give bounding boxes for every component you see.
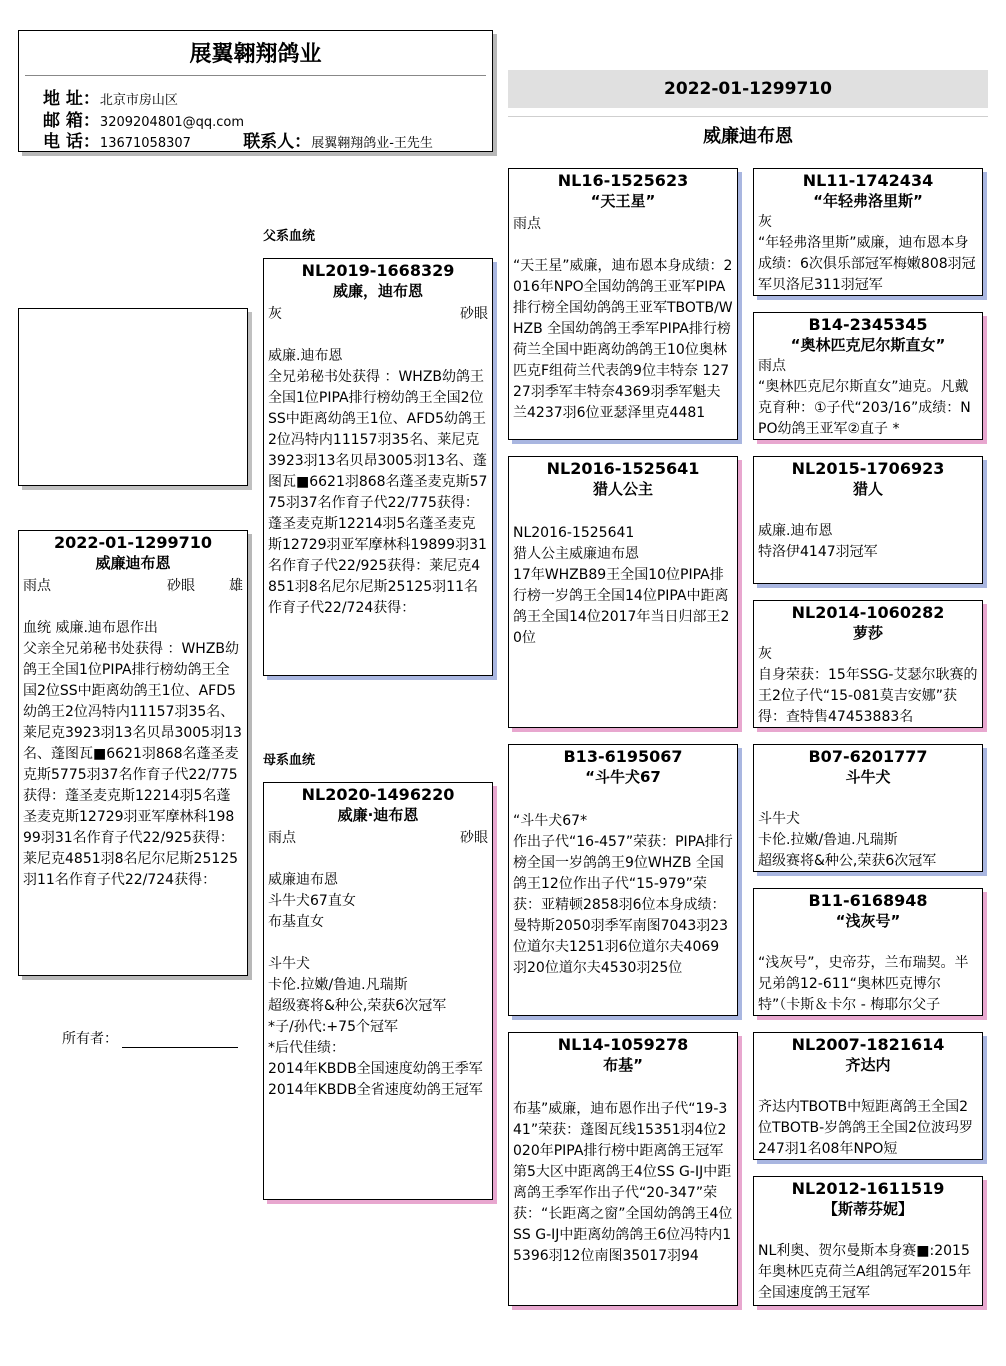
great-grandparent-color <box>754 1220 982 1241</box>
subject-sex: 雄 <box>229 578 243 594</box>
great-grandparent-card <box>753 1176 983 1306</box>
contact-label: 联系人： <box>243 132 312 152</box>
top-ring-bar: 2022-01-1299710 <box>508 70 988 108</box>
great-grandparent-name: “年轻弗洛里斯” <box>813 192 923 210</box>
great-grandparent-card <box>753 168 983 296</box>
great-grandparent-ring: NL2012-1611519 <box>791 1179 945 1198</box>
grandparent-ring: NL2016-1525641 <box>546 459 700 478</box>
grandparent-card <box>508 744 738 1016</box>
great-grandparent-name: 猎人 <box>852 480 883 498</box>
owner-blank-line <box>122 1033 238 1048</box>
dam-eye: 砂眼 <box>460 830 488 846</box>
dam-color: 雨点 <box>268 830 296 846</box>
grandparent-meta <box>509 214 737 235</box>
great-grandparent-description: “浅灰号”，史帝芬，兰布瑞契。半兄弟鸽12-611“奥林匹克博尔特”（卡斯＆卡尔 - 梅耶尔父子 <box>758 955 969 1013</box>
owner-label: 所有者： <box>62 1031 118 1047</box>
sire-description: 威廉.迪布恩 全兄弟秘书处获得 ：WHZB幼鸽王全国1位PIPA排行榜幼鸽王全国2位SS中距离幼鸽王1位、AFD5幼鸽王2位冯特内11157羽35名、莱尼克3923羽13名贝昂3005羽13名、蓬图瓦■6621羽868名蓬圣麦克斯5775羽37名作育子代22/775获得：蓬圣麦克斯12214羽5名蓬圣麦克斯12729羽亚军摩林科19899羽31名作育子代22/925获得：莱尼克4851羽8名尼尔尼斯25125羽11名作育子代22/724获得： <box>268 348 488 616</box>
contact-value: 展翼翱翔鸽业-王先生 <box>311 136 433 151</box>
sire-line-label: 父系血统 <box>263 229 316 244</box>
pigeon-photo-frame <box>18 308 248 486</box>
grandparent-description: NL2016-1525641 猎人公主威廉迪布恩 17年WHZB89王全国10位PIPA排行榜一岁鸽王全国14位PIPA中距离鸽王全国14位2017年当日归部王20位 <box>513 525 730 646</box>
great-grandparent-ring: NL11-1742434 <box>802 171 934 190</box>
great-grandparent-color <box>754 500 982 521</box>
great-grandparent-description: NL利奥、贺尔曼斯本身赛■:2015年奥林匹克荷兰A组鸽冠军2015年全国速度鸽王冠军 <box>758 1243 972 1301</box>
great-grandparent-ring: B14-2345345 <box>808 315 928 334</box>
great-grandparent-name: “奥林匹克尼尔斯直女” <box>790 336 946 354</box>
grandparent-ring: NL14-1059278 <box>557 1035 689 1054</box>
great-grandparent-name: 斗牛犬 <box>845 768 891 786</box>
subject-eye: 砂眼 <box>167 578 195 594</box>
great-grandparent-description: 斗牛犬 卡伦.拉嫩/鲁迪.凡瑞斯 超级赛将&种公,荣获6次冠军 <box>758 811 937 869</box>
grandparent-name: 猎人公主 <box>592 480 653 498</box>
dam-name: 威廉·迪布恩 <box>337 806 419 824</box>
top-subject-name: 威廉迪布恩 <box>703 126 793 147</box>
grandparent-description: “天王星”威廉，迪布恩本身成绩：2016年NPO全国幼鸽鸽王亚军PIPA排行榜全国幼鸽鸽王亚军TBOTB/WHZB 全国幼鸽鸽王季军PIPA排行榜荷兰全国中距离幼鸽鸽王10位奥林匹克F组荷兰代表鸽9位丰特奈 12727羽季军丰特奈4369羽季军魁夫兰4237羽6位亚瑟泽里克4481 <box>513 258 733 421</box>
sire-color: 灰 <box>268 306 282 322</box>
great-grandparent-name: 【斯蒂芬妮】 <box>822 1200 913 1218</box>
phone-value: 13671058307 <box>99 136 191 151</box>
great-grandparent-ring: NL2014-1060282 <box>791 603 945 622</box>
email-value: 3209204801@qq.com <box>99 115 245 130</box>
dam-description: 威廉迪布恩 斗牛犬67直女 布基直女 斗牛犬 卡伦.拉嫩/鲁迪.凡瑞斯 超级赛将&种公,荣获6次冠军 *子/孙代:+75个冠军 *后代佳绩： 2014年KBDB全国速度幼鸽王季军 2014年KBDB全省速度幼鸽王冠军 <box>268 872 483 1098</box>
subject-name: 威廉迪布恩 <box>95 554 171 572</box>
great-grandparent-description: “年轻弗洛里斯”威廉，迪布恩本身成绩：6次俱乐部冠军梅嫩808羽冠军贝洛尼311羽冠军 <box>758 235 976 293</box>
grandparent-card <box>508 1032 738 1306</box>
phone-row <box>43 127 433 152</box>
great-grandparent-color <box>754 1076 982 1097</box>
grandparent-name: “天王星” <box>590 192 656 210</box>
subject-description: 血统 威廉.迪布恩作出 父亲全兄弟秘书处获得 ：WHZB幼鸽王全国1位PIPA排行榜幼鸽王全国2位SS中距离幼鸽王1位、AFD5幼鸽王2位冯特内11157羽35名、莱尼克3923羽13名贝昂3005羽13名、蓬图瓦■6621羽868名蓬圣麦克斯5775羽37名作育子代22/775获得：蓬圣麦克斯12214羽5名蓬圣麦克斯12729羽亚军摩林科19899羽31名作育子代22/925获得：莱尼克4851羽8名尼尔尼斯25125羽11名作育子代22/724获得： <box>23 620 242 888</box>
breeder-header <box>18 30 493 152</box>
great-grandparent-card <box>753 744 983 872</box>
great-grandparent-ring: NL2015-1706923 <box>791 459 945 478</box>
great-grandparent-color: 灰 <box>758 214 772 230</box>
great-grandparent-description: 齐达内TBOTB中短距离鸽王全国2位TBOTB-岁鸽鸽王全国2位波玛罗247羽1名08年NPO短 <box>758 1099 974 1157</box>
great-grandparent-ring: B11-6168948 <box>808 891 928 910</box>
sire-meta <box>264 304 492 325</box>
great-grandparent-description: 自身荣获：15年SSG-艾瑟尔耿赛的王2位子代“15-081莫吉安娜”获得：查特售47453883名 <box>758 667 978 725</box>
great-grandparent-card <box>753 1032 983 1160</box>
great-grandparent-description: “奥林匹克尼尔斯直女”迪克。凡戴克育种：①子代“203/16”成绩：NPO幼鸽王亚军②直子 * <box>758 379 971 437</box>
grandparent-color: 雨点 <box>513 216 541 232</box>
great-grandparent-ring: NL2007-1821614 <box>791 1035 945 1054</box>
address-label: 地 址： <box>43 89 100 109</box>
grandparent-name: “斗牛犬67 <box>585 768 661 786</box>
sire-eye: 砂眼 <box>460 306 488 322</box>
sire-card <box>263 258 493 676</box>
address-value: 北京市房山区 <box>99 93 178 108</box>
grandparent-description: “斗牛犬67* 作出子代“16-457”荣获：PIPA排行榜全国一岁鸽鸽王9位WHZB 全国鸽王12位作出子代“15-979”荣获：亚精顿2858羽6位本身成绩：曼特斯2050羽季军南图7043羽23位道尔夫1251羽6位道尔夫4069羽20位道尔夫4530羽25位 <box>513 813 733 976</box>
sire-ring: NL2019-1668329 <box>301 261 455 280</box>
sire-name: 威廉，迪布恩 <box>332 282 423 300</box>
subject-ring: 2022-01-1299710 <box>53 533 212 552</box>
great-grandparent-card <box>753 888 983 1016</box>
great-grandparent-color <box>754 932 982 953</box>
great-grandparent-ring: B07-6201777 <box>808 747 928 766</box>
great-grandparent-description: 威廉.迪布恩 特洛伊4147羽冠军 <box>758 523 878 560</box>
great-grandparent-name: 齐达内 <box>845 1056 891 1074</box>
grandparent-card <box>508 456 738 728</box>
phone-label: 电 话： <box>43 132 100 152</box>
great-grandparent-card <box>753 312 983 440</box>
dam-card <box>263 782 493 1200</box>
subject-color: 雨点 <box>23 578 51 594</box>
top-bar-divider <box>508 116 988 117</box>
header-divider <box>25 75 486 76</box>
grandparent-name: 布基” <box>603 1056 643 1074</box>
breeder-title: 展翼翱翔鸽业 <box>189 42 322 67</box>
great-grandparent-color: 雨点 <box>758 358 786 374</box>
great-grandparent-card <box>753 600 983 728</box>
grandparent-description: 布基”威廉，迪布恩作出子代“19-341”荣获：蓬图瓦线15351羽4位2020年PIPA排行榜中距离鸽王冠军第5大区中距离鸽王4位SS G-IJ中距离鸽王季军作出子代“20-347”荣获：“长距离之窗”全国幼鸽鸽王4位SS G-IJ中距离幼鸽鸽王6位冯特内15396羽12位南图35017羽94 <box>513 1101 733 1264</box>
great-grandparent-name: 萝莎 <box>852 624 883 642</box>
grandparent-ring: NL16-1525623 <box>557 171 689 190</box>
subject-card <box>18 530 248 976</box>
subject-meta <box>19 576 247 597</box>
great-grandparent-card <box>753 456 983 584</box>
dam-line-label: 母系血统 <box>263 753 316 768</box>
grandparent-card <box>508 168 738 440</box>
great-grandparent-color <box>754 788 982 809</box>
dam-meta <box>264 828 492 849</box>
great-grandparent-name: “浅灰号” <box>835 912 901 930</box>
owner-field <box>62 1028 238 1048</box>
great-grandparent-color: 灰 <box>758 646 772 662</box>
grandparent-ring: B13-6195067 <box>563 747 683 766</box>
email-label: 邮 箱： <box>43 111 100 131</box>
dam-ring: NL2020-1496220 <box>301 785 455 804</box>
